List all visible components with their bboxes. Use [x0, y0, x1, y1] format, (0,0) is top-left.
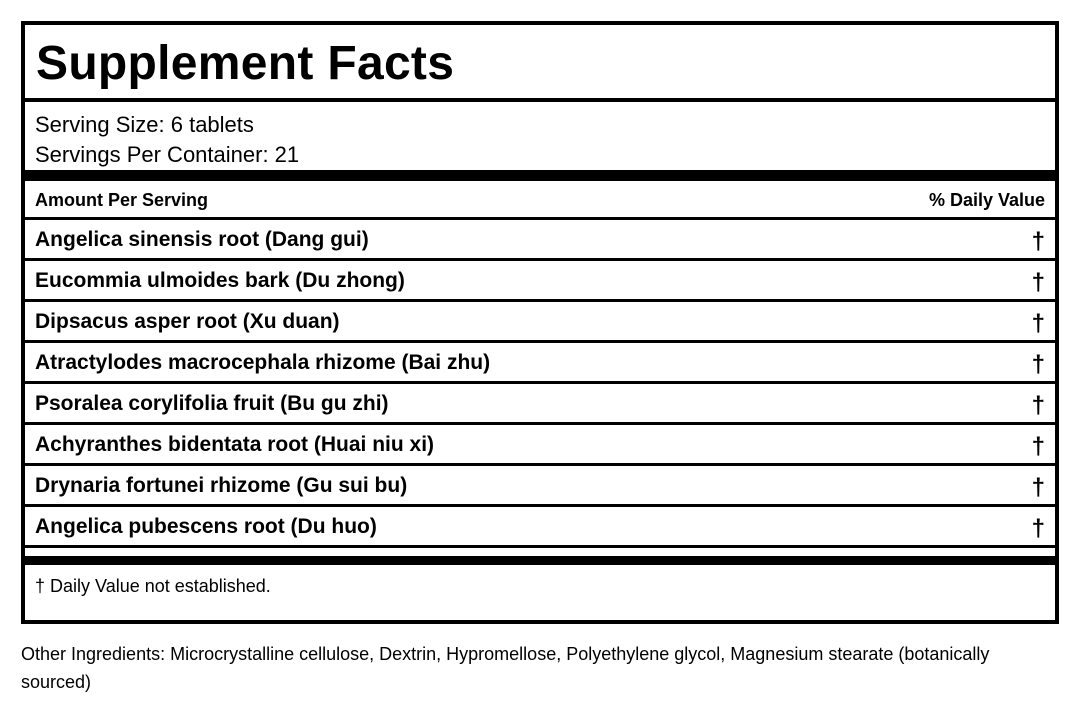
ingredient-name: Angelica sinensis root (Dang gui) — [35, 228, 369, 251]
ingredient-name: Dipsacus asper root (Xu duan) — [35, 310, 340, 333]
ingredient-name: Angelica pubescens root (Du huo) — [35, 515, 377, 538]
footnote-section — [25, 565, 1055, 605]
dagger-mark: † — [1031, 269, 1045, 296]
amount-per-serving-header: Amount Per Serving — [35, 190, 209, 210]
ingredient-name: Achyranthes bidentata root (Huai niu xi) — [35, 433, 435, 456]
ingredient-name: Psoralea corylifolia fruit (Bu gu zhi) — [35, 392, 389, 415]
ingredient-row — [25, 384, 1055, 425]
ingredient-row — [25, 425, 1055, 466]
ingredient-list — [25, 220, 1055, 548]
dagger-mark: † — [1031, 433, 1045, 460]
daily-value-footnote: † Daily Value not established. — [35, 576, 271, 596]
panel-title: Supplement Facts — [36, 37, 455, 90]
dagger-mark: † — [1031, 515, 1045, 542]
ingredient-name: Eucommia ulmoides bark (Du zhong) — [35, 269, 405, 292]
supplement-facts-panel — [21, 21, 1059, 624]
dagger-mark: † — [1031, 310, 1045, 337]
ingredient-name: Drynaria fortunei rhizome (Gu sui bu) — [35, 474, 408, 497]
ingredient-row — [25, 343, 1055, 384]
ingredient-row — [25, 466, 1055, 507]
title-section — [25, 25, 1055, 102]
ingredient-row — [25, 507, 1055, 548]
other-ingredients: Other Ingredients: Microcrystalline cellulose, Dextrin, Hypromellose, Polyethylene glycol, Magnesium stearate (botanically sourced) — [21, 644, 990, 692]
serving-size: Serving Size: 6 tablets — [35, 112, 254, 137]
servings-per-container: Servings Per Container: 21 — [35, 142, 300, 167]
serving-info — [25, 102, 1055, 181]
dagger-mark: † — [1031, 351, 1045, 378]
dagger-mark: † — [1031, 392, 1045, 419]
column-header-row — [25, 181, 1055, 220]
thick-divider — [25, 556, 1055, 565]
daily-value-header: % Daily Value — [928, 190, 1045, 210]
ingredient-name: Atractylodes macrocephala rhizome (Bai zhu) — [35, 351, 491, 374]
ingredient-row — [25, 261, 1055, 302]
ingredient-row — [25, 302, 1055, 343]
dagger-mark: † — [1031, 228, 1045, 255]
ingredient-row — [25, 220, 1055, 261]
dagger-mark: † — [1031, 474, 1045, 501]
spacer — [25, 548, 1055, 556]
